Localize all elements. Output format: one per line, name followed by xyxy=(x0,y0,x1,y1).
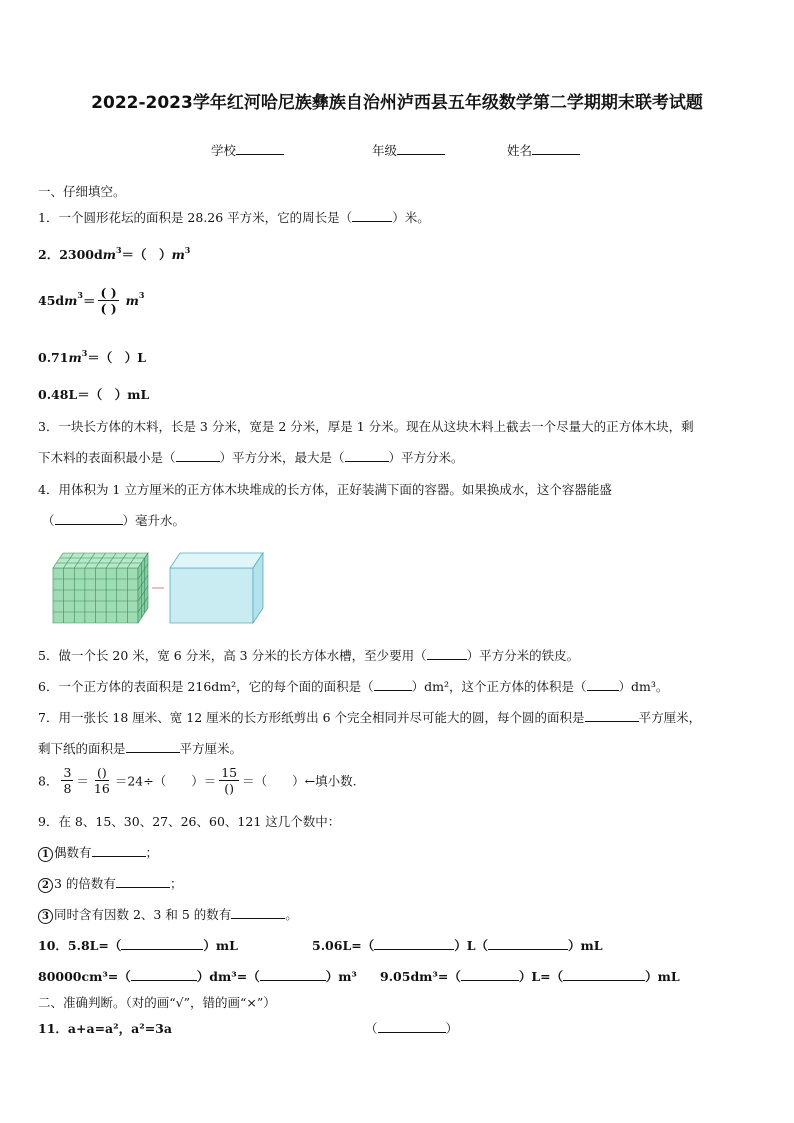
question-6: 6．一个正方体的表面积是 216dm²，它的每个面的面积是（ ）dm²，这个正方体的体积是（ ）dm³。 xyxy=(38,679,669,694)
school-field: 学校 xyxy=(211,141,284,159)
question-2-a: 2．$2300dm^3=$（ ）$m^3$ xyxy=(38,245,191,262)
question-3-line-1: 3．一块长方体的木料，长是 3 分米，宽是 2 分米，厚是 1 分米。现在从这块木料上截去一个尽量大的正方体木块，剩 xyxy=(38,419,694,434)
question-5: 5．做一个长 20 米，宽 6 分米，高 3 分米的长方体水槽，至少要用（ ）平方分米的铁皮。 xyxy=(38,648,580,663)
question-4-line-1: 4．用体积为 1 立方厘米的正方体木块堆成的长方体，正好装满下面的容器。如果换成水，这个容器能盛 xyxy=(38,482,612,497)
question-2-d: 0.48L＝（ ）mL xyxy=(38,387,150,402)
question-3-line-2: 下木料的表面积最小是（ ）平方分米，最大是（ ）平方分米。 xyxy=(38,450,464,465)
container xyxy=(170,553,263,623)
question-9-item-1: 1 偶数有 ； xyxy=(38,843,158,862)
question-7-line-1: 7．用一张长 18 厘米、宽 12 厘米的长方形纸剪出 6 个完全相同并尽可能大的圆，每个圆的面积是 平方厘米， xyxy=(38,710,702,725)
page-title: 2022-2023学年红河哈尼族彝族自治州泸西县五年级数学第二学期期末联考试题 xyxy=(91,93,703,113)
question-4-line-2: （ ）毫升水。 xyxy=(42,513,186,528)
question-11-answer: （ ） xyxy=(365,1021,459,1036)
question-7-line-2: 剩下纸的面积是 平方厘米。 xyxy=(38,741,243,756)
section-1-heading: 一、仔细填空。 xyxy=(38,184,126,199)
question-10-c: 80000cm³=（ ）dm³=（ ）m³ xyxy=(38,969,357,984)
question-9-stem: 9．在 8、15、30、27、26、60、121 这几个数中： xyxy=(38,814,341,829)
question-9-item-3: 3 同时含有因数 2、3 和 5 的数有 。 xyxy=(38,905,298,924)
question-1: 1．一个圆形花坛的面积是 28.26 平方米，它的周长是（ ）米。 xyxy=(38,210,430,225)
question-8: 8． $\frac{3}{8}$ ＝ $\frac{()}{16}$ ＝24÷（ ）＝ $\frac{15}{()}$ ＝（ ）←填小数. xyxy=(38,765,357,796)
question-10-a: 10．5.8L=（ ）mL xyxy=(38,938,238,953)
question-2-b: $45dm^3=$ $\frac{( )}{( )}$ $m^3$ xyxy=(38,285,145,316)
grade-field: 年级 xyxy=(372,141,445,159)
section-2-heading: 二、准确判断。（对的画“√”，错的画“×”） xyxy=(38,995,276,1010)
question-11: 11．a+a=a²，a²=3a xyxy=(38,1021,172,1036)
question-10-b: 5.06L=（ ）L（ ）mL xyxy=(312,938,603,953)
question-2-c: $0.71m^3=$（ ）L xyxy=(38,348,147,365)
cube-block xyxy=(53,553,148,623)
name-field: 姓名 xyxy=(507,141,580,159)
question-10-d: 9.05dm³=（ ）L=（ ）mL xyxy=(380,969,680,984)
question-9-item-2: 2 3 的倍数有 ； xyxy=(38,874,182,893)
figure-cubes-and-container xyxy=(48,548,270,628)
